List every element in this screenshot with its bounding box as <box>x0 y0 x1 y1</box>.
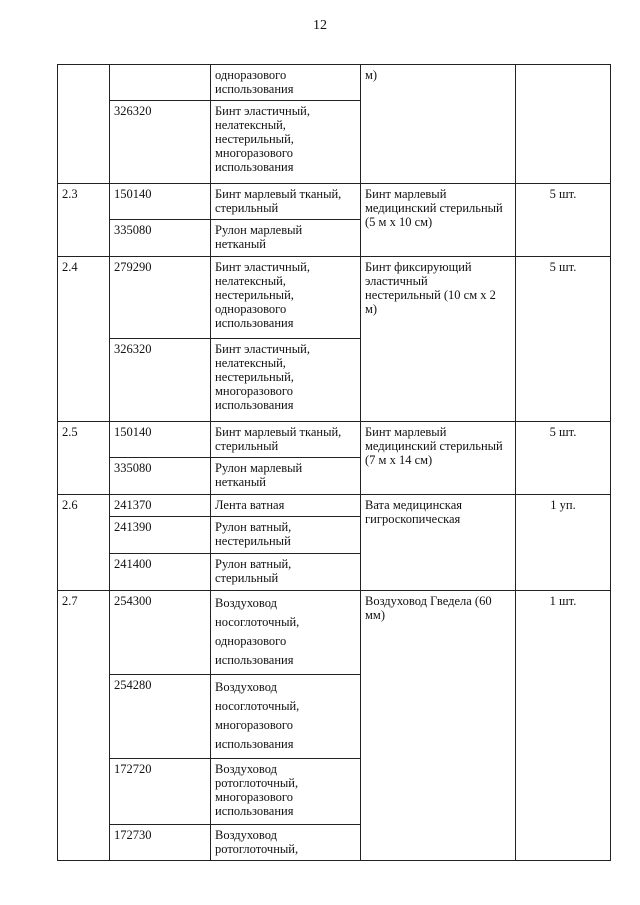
item-name-cell: Воздуховод ротоглоточный, многоразового использования <box>211 759 361 825</box>
description-cell: Бинт фиксирующий эластичный нестерильный (10 см х 2 м) <box>361 257 516 422</box>
row-number-cell <box>58 65 110 184</box>
code-cell: 172720 <box>110 759 211 825</box>
quantity-cell <box>516 65 611 184</box>
item-name-cell: Рулон ватный, нестерильный <box>211 517 361 554</box>
table-row <box>58 591 611 675</box>
code-cell: 150140 <box>110 422 211 458</box>
code-cell <box>110 65 211 101</box>
description-cell: Воздуховод Гведела (60 мм) <box>361 591 516 861</box>
code-cell: 241390 <box>110 517 211 554</box>
description-cell: Вата медицинская гигроскопическая <box>361 495 516 591</box>
item-name-cell: Воздуховод носоглоточный, одноразового использования <box>211 591 361 675</box>
row-number-cell: 2.3 <box>58 184 110 257</box>
description-cell: м) <box>361 65 516 184</box>
quantity-cell: 5 шт. <box>516 257 611 422</box>
table-row <box>58 65 611 101</box>
code-cell: 326320 <box>110 101 211 184</box>
item-name-cell: Бинт эластичный, нелатексный, нестерильный, многоразового использования <box>211 101 361 184</box>
row-number-cell: 2.7 <box>58 591 110 861</box>
description-cell: Бинт марлевый медицинский стерильный (5 м х 10 см) <box>361 184 516 257</box>
code-cell: 326320 <box>110 339 211 422</box>
table-row <box>58 257 611 339</box>
code-cell: 241370 <box>110 495 211 517</box>
item-name-cell: Воздуховод ротоглоточный, <box>211 825 361 861</box>
table-row <box>58 184 611 220</box>
code-cell: 335080 <box>110 458 211 495</box>
code-cell: 241400 <box>110 554 211 591</box>
code-cell: 150140 <box>110 184 211 220</box>
item-name-cell: Лента ватная <box>211 495 361 517</box>
item-name-cell: Воздуховод носоглоточный, многоразового использования <box>211 675 361 759</box>
code-cell: 254300 <box>110 591 211 675</box>
equipment-table <box>57 64 611 861</box>
item-name-cell: Рулон марлевый нетканый <box>211 458 361 495</box>
item-name-cell: одноразового использования <box>211 65 361 101</box>
quantity-cell: 1 уп. <box>516 495 611 591</box>
item-name-cell: Рулон марлевый нетканый <box>211 220 361 257</box>
code-cell: 172730 <box>110 825 211 861</box>
item-name-cell: Рулон ватный, стерильный <box>211 554 361 591</box>
item-name-cell: Бинт марлевый тканый, стерильный <box>211 422 361 458</box>
table-row <box>58 495 611 517</box>
item-name-cell: Бинт марлевый тканый, стерильный <box>211 184 361 220</box>
quantity-cell: 5 шт. <box>516 184 611 257</box>
row-number-cell: 2.4 <box>58 257 110 422</box>
table-row <box>58 422 611 458</box>
item-name-cell: Бинт эластичный, нелатексный, нестерильный, многоразового использования <box>211 339 361 422</box>
page-number: 12 <box>313 18 327 33</box>
row-number-cell: 2.5 <box>58 422 110 495</box>
code-cell: 254280 <box>110 675 211 759</box>
quantity-cell: 1 шт. <box>516 591 611 861</box>
quantity-cell: 5 шт. <box>516 422 611 495</box>
description-cell: Бинт марлевый медицинский стерильный (7 м х 14 см) <box>361 422 516 495</box>
code-cell: 279290 <box>110 257 211 339</box>
code-cell: 335080 <box>110 220 211 257</box>
row-number-cell: 2.6 <box>58 495 110 591</box>
item-name-cell: Бинт эластичный, нелатексный, нестерильный, одноразового использования <box>211 257 361 339</box>
